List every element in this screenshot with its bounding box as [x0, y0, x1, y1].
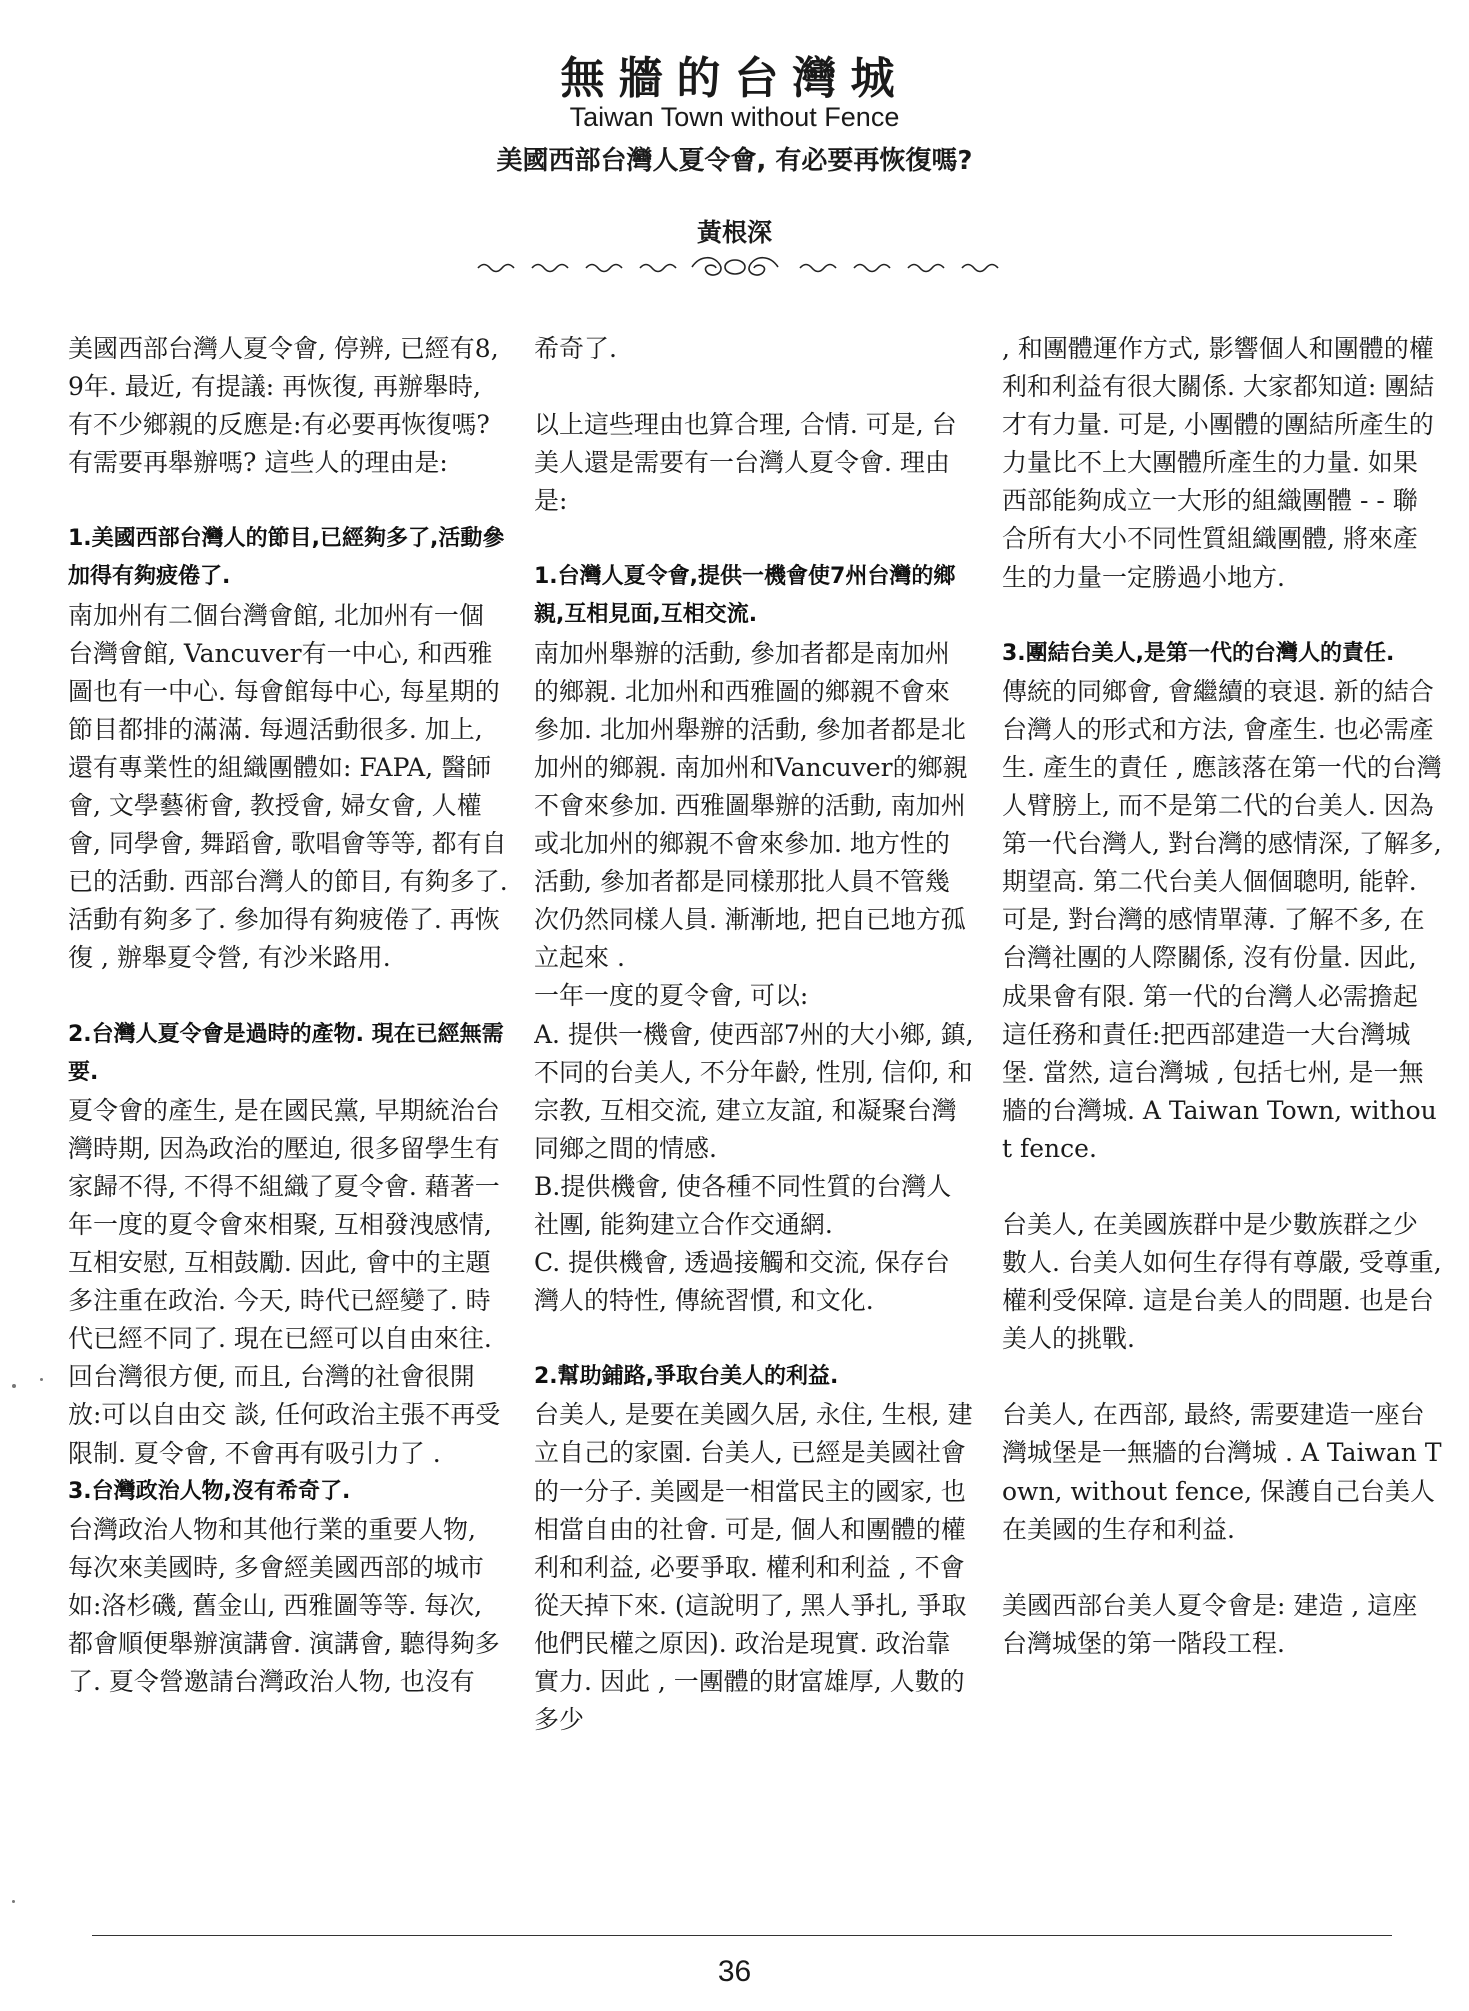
article-title-english: Taiwan Town without Fence	[569, 102, 900, 132]
article-subtitle: 美國西部台灣人夏令會, 有必要再恢復嗎?	[496, 146, 973, 176]
article-author: 黃根深	[696, 218, 772, 247]
paragraph: 台美人, 在美國族群中是少數族群之少數人. 台美人如何生存得有尊嚴, 受尊重, 權利受保障. 這是台美人的問題. 也是台美人的挑戰.	[1002, 1209, 1442, 1354]
paragraph: 南加州有二個台灣會館, 北加州有一個台灣會館, Vancuver有一中心, 和西雅圖也有一中心. 每會館每中心, 每星期的節目都排的滿滿. 每週活動很多. 加上, 還有專業性的組織團體如: FAPA, 醫師會, 文學藝術會, 教授會, 婦女會, 人權會, 同學會, 舞蹈會, 歌唱會等等, 都有自已的活動. 西部台灣人的節目, 有夠多了. 活動有夠多了. 參加得有夠疲倦了. 再恢復 , 辦舉夏令營, 有沙米路用.	[68, 600, 508, 973]
paragraph: , 和團體運作方式, 影響個人和團體的權利和利益有很大關係. 大家都知道: 團結才有力量. 可是, 小團體的團結所產生的力量比不上大團體所產生的力量. 如果西部能夠成立一大形的組織團體 - - 聯合所有大小不同性質組織團體, 將來產生的力量一定勝過小地方.	[1002, 334, 1435, 592]
text-column-2	[534, 330, 974, 1890]
scan-speck	[12, 1900, 15, 1903]
article-title: 無牆的台灣城	[560, 53, 909, 104]
paragraph: 以上這些理由也算合理, 合情. 可是, 台美人還是需要有一台灣人夏令會. 理由是:	[534, 410, 957, 516]
section-heading: 2.幫助鋪路,爭取台美人的利益.	[534, 1364, 839, 1390]
scan-speck	[12, 1384, 16, 1388]
paragraph: 希奇了.	[534, 334, 617, 363]
section-heading: 3.台灣政治人物,沒有希奇了.	[68, 1478, 351, 1504]
page-number: 36	[717, 1955, 752, 1988]
paragraph-gap	[1002, 1168, 1442, 1206]
paragraph-gap	[68, 482, 508, 520]
paragraph-gap	[1002, 597, 1442, 635]
scan-speck	[40, 1378, 43, 1381]
paragraph-gap	[68, 978, 508, 1016]
section-heading: 3.團結台美人,是第一代的台灣人的責任.	[1002, 640, 1395, 666]
section-heading: 1.台灣人夏令會,提供一機會使7州台灣的鄉親,互相見面,互相交流.	[534, 564, 956, 628]
text-column-3	[1002, 330, 1442, 1890]
paragraph: 台美人, 在西部, 最終, 需要建造一座台灣城堡是一無牆的台灣城 . A Taiwan Town, without fence, 保護自己台美人在美國的生存和利益.	[1002, 1400, 1442, 1544]
decorative-divider	[470, 254, 1000, 280]
paragraph-gap	[1002, 1549, 1442, 1587]
paragraph: 美國西部台美人夏令會是: 建造 , 這座台灣城堡的第一階段工程.	[1002, 1590, 1418, 1658]
paragraph: 南加州舉辦的活動, 參加者都是南加州的鄉親. 北加州和西雅圖的鄉親不會來參加. 北加州舉辦的活動, 參加者都是北加州的鄉親. 南加州和Vancuver的鄉親不會來參加. 西雅圖舉辦的活動, 南加州或北加州的鄉親不會來參加. 地方性的活動, 參加者都是同樣那批人員不管幾次仍然同樣人員. 漸漸地, 把自已地方孤立起來 .	[534, 638, 968, 973]
paragraph: 台美人, 是要在美國久居, 永住, 生根, 建立自己的家園. 台美人, 已經是美國社會的一分子. 美國是一相當民主的國家, 也相當自由的社會. 可是, 個人和團體的權利和利益, 必要爭取. 權利和利益 , 不會從天掉下來. (這說明了, 黑人爭扎, 爭取他們民權之原因). 政治是現實. 政治靠實力. 因此 , 一團體的財富雄厚, 人數的多少	[534, 1400, 973, 1735]
paragraph: B.提供機會, 使各種不同性質的台灣人社團, 能夠建立合作交通網.	[534, 1171, 952, 1239]
paragraph: 台灣政治人物和其他行業的重要人物, 每次來美國時, 多會經美國西部的城市如:洛杉磯, 舊金山, 西雅圖等等. 每次, 都會順便舉辦演講會. 演講會, 聽得夠多了. 夏令營邀請台灣政治人物, 也沒有	[68, 1514, 500, 1697]
paragraph: A. 提供一機會, 使西部7州的大小鄉, 鎮, 不同的台美人, 不分年齡, 性別, 信仰, 和宗教, 互相交流, 建立友誼, 和凝聚台灣同鄉之間的情感.	[534, 1019, 974, 1163]
paragraph: 傳統的同鄉會, 會繼續的衰退. 新的結合台灣人的形式和方法, 會產生. 也必需產生. 產生的責任 , 應該落在第一代的台灣人臂膀上, 而不是第二代的台美人. 因為第一代台灣人, 對台灣的感情深, 了解多, 期望高. 第二代台美人個個聰明, 能幹. 可是, 對台灣的感情單薄. 了解不多, 在台灣社團的人際關係, 沒有份量. 因此, 成果會有限. 第一代的台灣人必需擔起這任務和責任:把西部建造一大台灣城堡. 當然, 這台灣城 , 包括七州, 是一無牆的台灣城. A Taiwan Town, without fence.	[1002, 676, 1442, 1163]
section-heading: 2.台灣人夏令會是過時的產物. 現在已經無需要.	[68, 1021, 504, 1085]
paragraph: C. 提供機會, 透過接觸和交流, 保存台灣人的特性, 傳統習慣, 和文化.	[534, 1248, 950, 1316]
paragraph-gap	[534, 1320, 974, 1358]
paragraph: 一年一度的夏令會, 可以:	[534, 981, 809, 1011]
paragraph: 夏令會的產生, 是在國民黨, 早期統治台灣時期, 因為政治的壓迫, 很多留學生有家歸不得, 不得不組織了夏令會. 藉著一年一度的夏令會來相聚, 互相發洩感情, 互相安慰, 互相鼓勵. 因此, 會中的主題多注重在政治. 今天, 時代已經變了. 時代已經不同了. 現在已經可以自由來往. 回台灣很方便, 而且, 台灣的社會很開放:可以自由交 談, 任何政治主張不再受限制. 夏令會, 不會再有吸引力了 .	[68, 1095, 501, 1468]
text-column-1	[68, 330, 508, 1890]
paragraph-gap	[534, 520, 974, 558]
paragraph: 美國西部台灣人夏令會, 停辨, 已經有8, 9年. 最近, 有提議: 再恢復, 再辦舉時, 有不少鄉親的反應是:有必要再恢復嗎? 有需要再舉辦嗎? 這些人的理由是:	[68, 334, 499, 478]
paragraph-gap	[1002, 1358, 1442, 1396]
footer-rule	[92, 1935, 1392, 1936]
paragraph-gap	[534, 368, 974, 406]
section-heading: 1.美國西部台灣人的節目,已經夠多了,活動參加得有夠疲倦了.	[68, 526, 505, 590]
